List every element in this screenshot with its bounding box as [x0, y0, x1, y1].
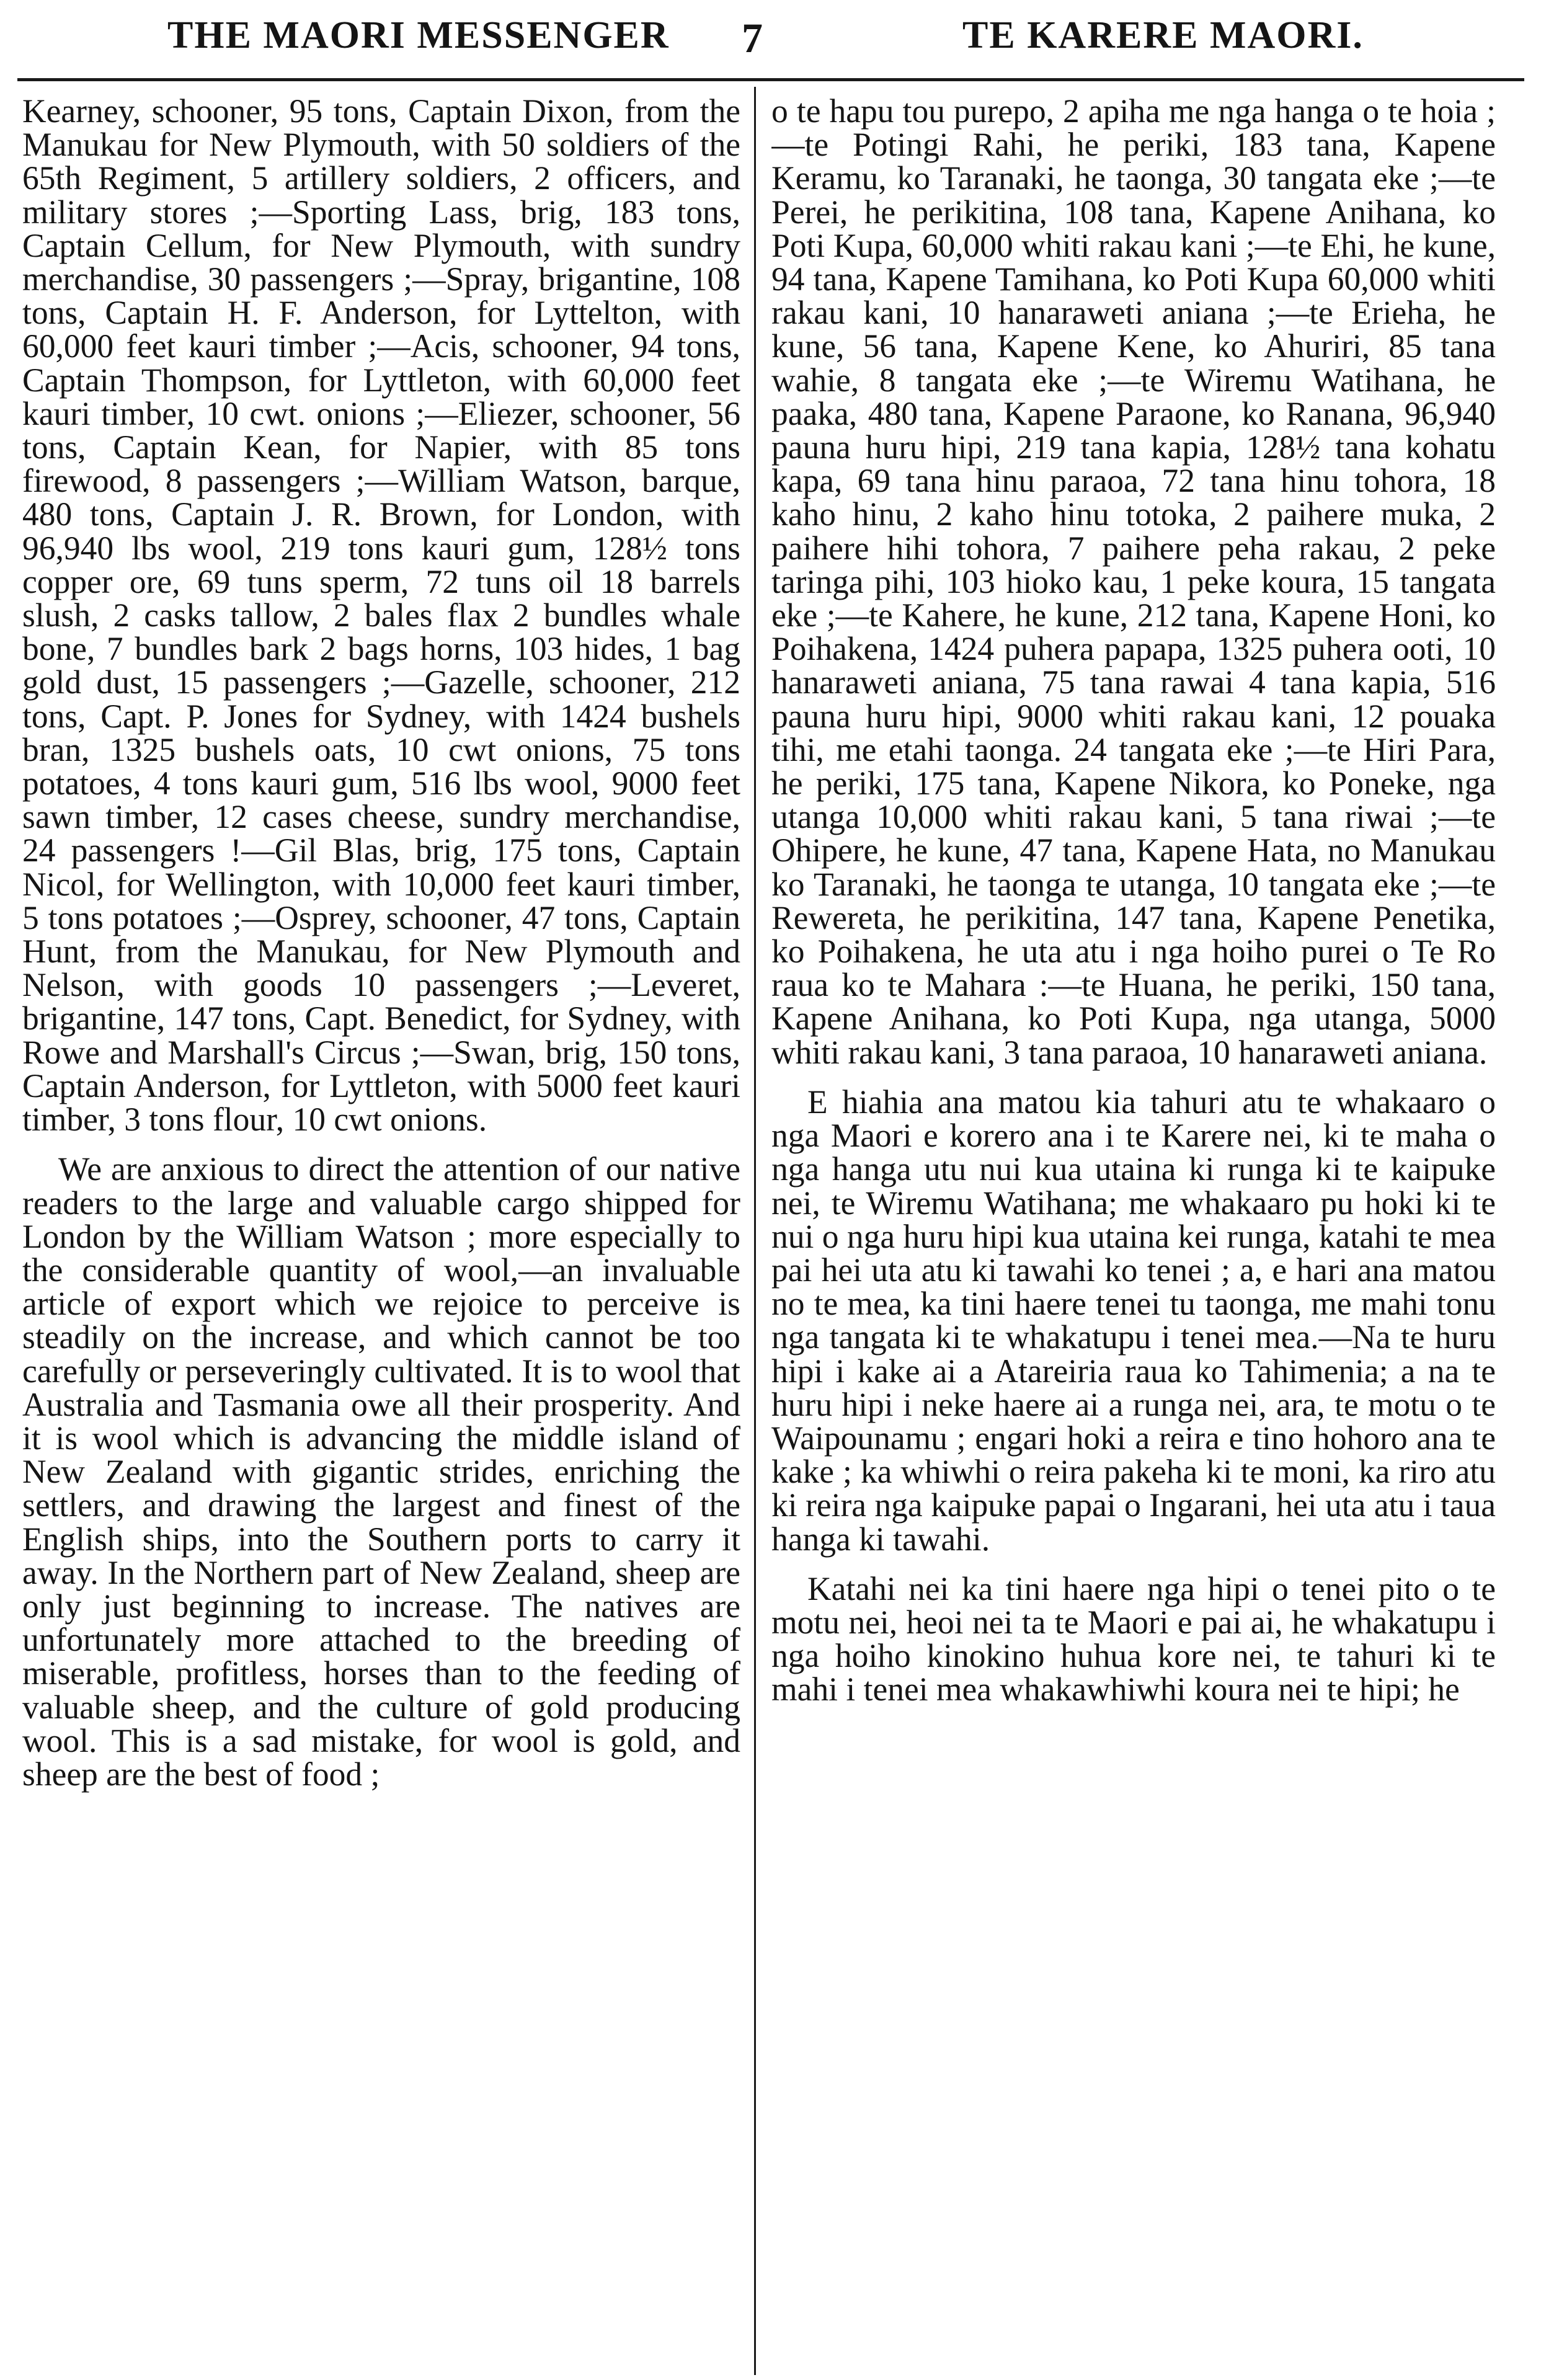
shipping-departures-paragraph-maori: o te hapu tou purepo, 2 apiha me nga hanga o te hoia ;—te Potingi Rahi, he periki, 183 tana, Kapene Keramu, ko Taranaki, he taonga, 30 tangata eke ;—te Perei, he perikitina, 108 tana, Kapene Anihana, ko Poti Kupa, 60,000 whiti rakau kani ;—te Ehi, he kune, 94 tana, Kapene Tamihana, ko Poti Kupa 60,000 whiti rakau kani, 10 hanaraweti aniana ;—te Erieha, he kune, 56 tana, Kapene Kene, ko Ahuriri, 85 tana wahie, 8 tangata eke ;—te Wiremu Watihana, he paaka, 480 tana, Kapene Paraone, ko Ranana, 96,940 pauna huru hipi, 219 tana kapia, 128½ tana kohatu kapa, 69 tana hinu paraoa, 72 tana hinu tohora, 18 kaho hinu, 2 kaho hinu totoka, 2 paihere muka, 2 paihere hihi tohora, 7 paihere peha rakau, 2 peke taringa pihi, 103 hioko kau, 1 peke koura, 15 tangata eke ;—te Kahere, he kune, 212 tana, Kapene Honi, ko Poihakena, 1424 puhera papapa, 1325 puhera ooti, 10 hanaraweti aniana, 75 tana rawai 4 tana kapia, 516 pauna huru hipi, 9000 whiti rakau kani, 12 pouaka tihi, me etahi taonga. 24 tangata eke ;—te Hiri Para, he periki, 175 tana, Kapene Nikora, ko Poneke, nga utanga 10,000 whiti rakau kani, 5 tana riwai ;—te Ohipere, he kune, 47 tana, Kapene Hata, no Manukau ko Taranaki, he taonga te utanga, 10 tangata eke ;—te Rewereta, he perikitina, 147 tana, Kapene Penetika, ko Poihakena, he uta atu i nga hoiho purei o Te Ro raua ko te Mahara :—te Huana, he periki, 150 tana, Kapene Anihana, ko Poti Kupa, nga utanga, 5000 whiti rakau kani, 3 tana paraoa, 10 hanaraweti aniana.: [771, 94, 1496, 1071]
header-rule: [17, 78, 1524, 81]
page-number: 7: [742, 14, 764, 61]
wool-editorial-paragraph-maori: E hiahia ana matou kia tahuri atu te whakaaro o nga Maori e korero ana i te Karere nei, ki te maha o nga hanga utu nui kua utaina ki runga ki te kaipuke nei, te Wiremu Watihana; me whakaaro pu hoki ki te nui o nga huru hipi kua utaina kei runga, katahi te mea pai hei uta atu ki tawahi ko tenei ; a, e hari ana matou no te mea, ka tini haere tenei tu taonga, me mahi tonu nga tangata ki te whakatupu i tenei mea.—Na te huru hipi i kake ai a Atareiria raua ko Tahimenia; a na te huru hipi i neke haere ai a runga nei, ara, te motu o te Waipounamu ; engari hoki a reira e tino hohoro ana te kake ; ka whiwhi o reira pakeha ki te moni, ka riro atu ki reira nga kaipuke papai o Ingarani, hei uta atu i taua hanga ki tawahi.: [771, 1083, 1496, 1558]
masthead-english-title: THE MAORI MESSENGER: [167, 14, 670, 56]
masthead-maori-title: TE KARERE MAORI.: [962, 14, 1364, 56]
maori-column: [771, 94, 1496, 2351]
masthead: [0, 9, 1541, 77]
shipping-departures-paragraph: Kearney, schooner, 95 tons, Captain Dixon, from the Manukau for New Plymouth, with 50 soldiers of the 65th Regiment, 5 artillery soldiers, 2 officers, and military stores ;—Sporting Lass, brig, 183 tons, Captain Cellum, for New Plymouth, with sundry merchandise, 30 passengers ;—Spray, brigantine, 108 tons, Captain H. F. Anderson, for Lyttelton, with 60,000 feet kauri timber ;—Acis, schooner, 94 tons, Captain Thompson, for Lyttleton, with 60,000 feet kauri timber, 10 cwt. onions ;—Eliezer, schooner, 56 tons, Captain Kean, for Napier, with 85 tons firewood, 8 passengers ;—William Watson, barque, 480 tons, Captain J. R. Brown, for London, with 96,940 lbs wool, 219 tons kauri gum, 128½ tons copper ore, 69 tuns sperm, 72 tuns oil 18 barrels slush, 2 casks tallow, 2 bales flax 2 bundles whale bone, 7 bundles bark 2 bags horns, 103 hides, 1 bag gold dust, 15 passengers ;—Gazelle, schooner, 212 tons, Capt. P. Jones for Sydney, with 1424 bushels bran, 1325 bushels oats, 10 cwt onions, 75 tons potatoes, 4 tons kauri gum, 516 lbs wool, 9000 feet sawn timber, 12 cases cheese, sundry merchandise, 24 passengers !—Gil Blas, brig, 175 tons, Captain Nicol, for Wellington, with 10,000 feet kauri timber, 5 tons potatoes ;—Osprey, schooner, 47 tons, Captain Hunt, from the Manukau, for New Plymouth and Nelson, with goods 10 passengers ;—Leveret, brigantine, 147 tons, Capt. Benedict, for Sydney, with Rowe and Marshall's Circus ;—Swan, brig, 150 tons, Captain Anderson, for Lyttleton, with 5000 feet kauri timber, 3 tons flour, 10 cwt onions.: [22, 94, 740, 1139]
english-column: [22, 94, 740, 2351]
column-divider: [754, 87, 756, 2375]
wool-editorial-continuation-maori: Katahi nei ka tini haere nga hipi o tenei pito o te motu nei, heoi nei ta te Maori e pai ai, he whakatupu i nga hoiho kinokino huhua kore nei, te tahuri ki te mahi i tenei mea whakawhiwhi koura nei te hipi; he: [771, 1570, 1496, 1708]
wool-editorial-paragraph: We are anxious to direct the attention of our native readers to the large and valuable cargo shipped for London by the William Watson ; more especially to the considerable quantity of wool,—an invaluable article of export which we rejoice to perceive is steadily on the increase, and which cannot be too carefully or perseveringly cultivated. It is to wool that Australia and Tasmania owe all their prosperity. And it is wool which is advancing the middle island of New Zealand with gigantic strides, enriching the settlers, and drawing the largest and finest of the English ships, into the Southern ports to carry it away. In the Northern part of New Zealand, sheep are only just beginning to increase. The natives are unfortunately more attached to the breeding of miserable, profitless, horses than to the feeding of valuable sheep, and the culture of gold producing wool. This is a sad mistake, for wool is gold, and sheep are the best of food ;: [22, 1150, 740, 1793]
